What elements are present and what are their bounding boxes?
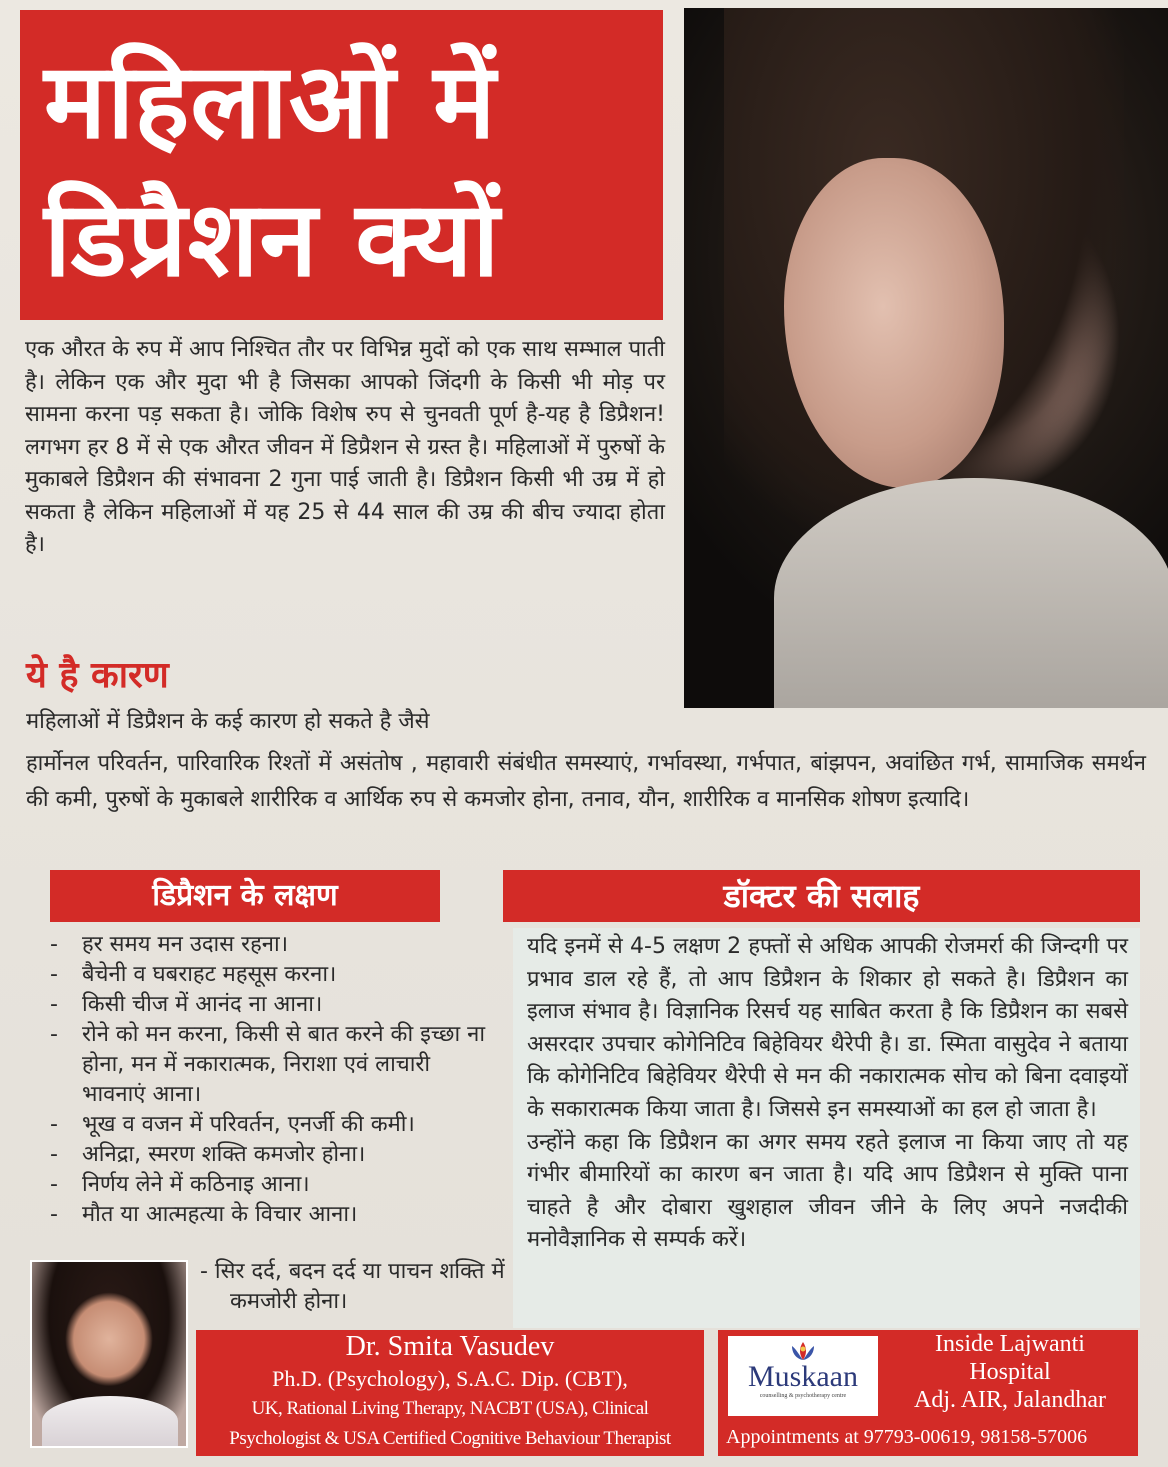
doctor-credential-line: Psychologist & USA Certified Cognitive Behaviour Therapist	[229, 1428, 671, 1449]
advice-paragraph-1: यदि इनमें से 4-5 लक्षण 2 हफ्तों से अधिक आपकी रोजमर्रा की जिन्दगी पर प्रभाव डाल रहे हैं, तो आप डिप्रैशन के शिकार हो सकते है। डिप्रैशन का इलाज संभाव है। विज्ञानिक रिसर्च यह साबित करता है कि डिप्रैशन का सबसे असरदार उपचार कोगेनिटिव बिहेवियर थैरेपी है। डा. स्मिता वासुदेव ने बताया कि कोगेनिटिव बिहेवियर थैरेपी से मन की नकारात्मक सोच को बिना दवाइयों के सकारात्मक किया जाता है। जिससे इन समस्याओं का हल हो जाता है।	[527, 934, 1128, 1122]
doctor-photo-shirt	[42, 1396, 178, 1446]
list-item: - मौत या आत्महत्या के विचार आना।	[50, 1200, 490, 1230]
lotus-icon	[786, 1340, 820, 1362]
list-item: - बैचेनी व घबराहट महसूस करना।	[50, 960, 490, 990]
intro-paragraph: एक औरत के रुप में आप निश्चित तौर पर विभिन्न मुदों को एक साथ सम्भाल पाती है। लेकिन एक और मुदा भी है जिसका आपको जिंदगी के किसी भी मोड़ पर सामना करना पड़ सकता है। जोकि विशेष रुप से चुनवती पूर्ण है-यह है डिप्रैशन! लगभग हर 8 में से एक औरत जीवन में डिप्रैशन से ग्रस्त है। महिलाओं में पुरुषों के मुकाबले डिप्रैशन की संभावना 2 गुना पाई जाती है। डिप्रैशन किसी भी उम्र में हो सकता है लेकिन महिलाओं में यह 25 से 44 साल की उम्र की बीच ज्यादा होता है।	[25, 337, 665, 557]
symptoms-list	[50, 930, 490, 1230]
muskaan-logo	[728, 1336, 878, 1416]
causes-heading: ये है कारण	[26, 655, 169, 696]
doctor-credentials	[196, 1330, 704, 1456]
appointments-phone: Appointments at 97793-00619, 98158-57006	[726, 1426, 1088, 1448]
advice-heading: डॉक्टर की सलाह	[503, 870, 1140, 922]
list-item: - भूख व वजन में परिवर्तन, एनर्जी की कमी।	[50, 1110, 490, 1140]
doctor-credential-line: Ph.D. (Psychology), S.A.C. Dip. (CBT),	[272, 1366, 628, 1391]
doctor-credential-line: UK, Rational Living Therapy, NACBT (USA), Clinical	[251, 1398, 649, 1419]
advice-paragraph-2: उन्होंने कहा कि डिप्रैशन का अगर समय रहते इलाज ना किया जाए तो यह गंभीर बीमारियों का कारण बन जाता है। यदि आप डिप्रैशन से मुक्ति पाना चाहते है और दोबारा खुशहाल जीवन जीने के लिए अपने नजदीकी मनोवैज्ञानिक से सम्पर्क करें।	[527, 1129, 1128, 1253]
hospital-info	[718, 1330, 1138, 1456]
causes-list: हार्मोनल परिवर्तन, पारिवारिक रिश्तों में असंतोष , महावारी संबंधीत समस्याएं, गर्भावस्था, गर्भपात, बांझपन, अवांछित गर्भ, सामाजिक समर्थन की कमी, पुरुषों के मुकाबले शारीरिक व आर्थिक रुप से कमजोर होना, तनाव, यौन, शारीरिक व मानसिक शोषण इत्यादि।	[26, 751, 1146, 812]
woman-photo	[684, 8, 1168, 708]
headline-line-2: डिप्रैशन क्यों	[44, 178, 501, 300]
hospital-line: Inside Lajwanti	[935, 1331, 1085, 1357]
causes-intro: महिलाओं में डिप्रैशन के कई कारण हो सकते है जैसे	[26, 709, 430, 734]
list-item: - किसी चीज में आनंद ना आना।	[50, 990, 490, 1020]
advice-box	[513, 928, 1140, 1328]
doctor-photo	[30, 1260, 188, 1448]
headline-line-1: महिलाओं में	[44, 40, 497, 162]
list-item: - निर्णय लेने में कठिनाइ आना।	[50, 1170, 490, 1200]
list-item: - हर समय मन उदास रहना।	[50, 930, 490, 960]
list-item: - अनिद्रा, स्मरण शक्ति कमजोर होना।	[50, 1140, 490, 1170]
logo-name: Muskaan	[748, 1360, 858, 1393]
headline-box	[20, 10, 663, 320]
photo-coat	[774, 478, 1168, 708]
list-item-last: - सिर दर्द, बदन दर्द या पाचन शक्ति में कमजोरी होना।	[200, 1259, 505, 1314]
logo-tagline: counselling & psychotherapy centre	[759, 1393, 847, 1399]
doctor-name: Dr. Smita Vasudev	[345, 1331, 555, 1362]
hospital-address	[890, 1330, 1130, 1414]
hospital-line: Hospital	[969, 1359, 1051, 1385]
list-item: - रोने को मन करना, किसी से बात करने की इच्छा ना होना, मन में नकारात्मक, निराशा एवं लाचारी भावनाएं आना।	[50, 1020, 490, 1110]
hospital-line: Adj. AIR, Jalandhar	[914, 1387, 1106, 1413]
symptoms-heading: डिप्रैशन के लक्षण	[50, 870, 440, 922]
